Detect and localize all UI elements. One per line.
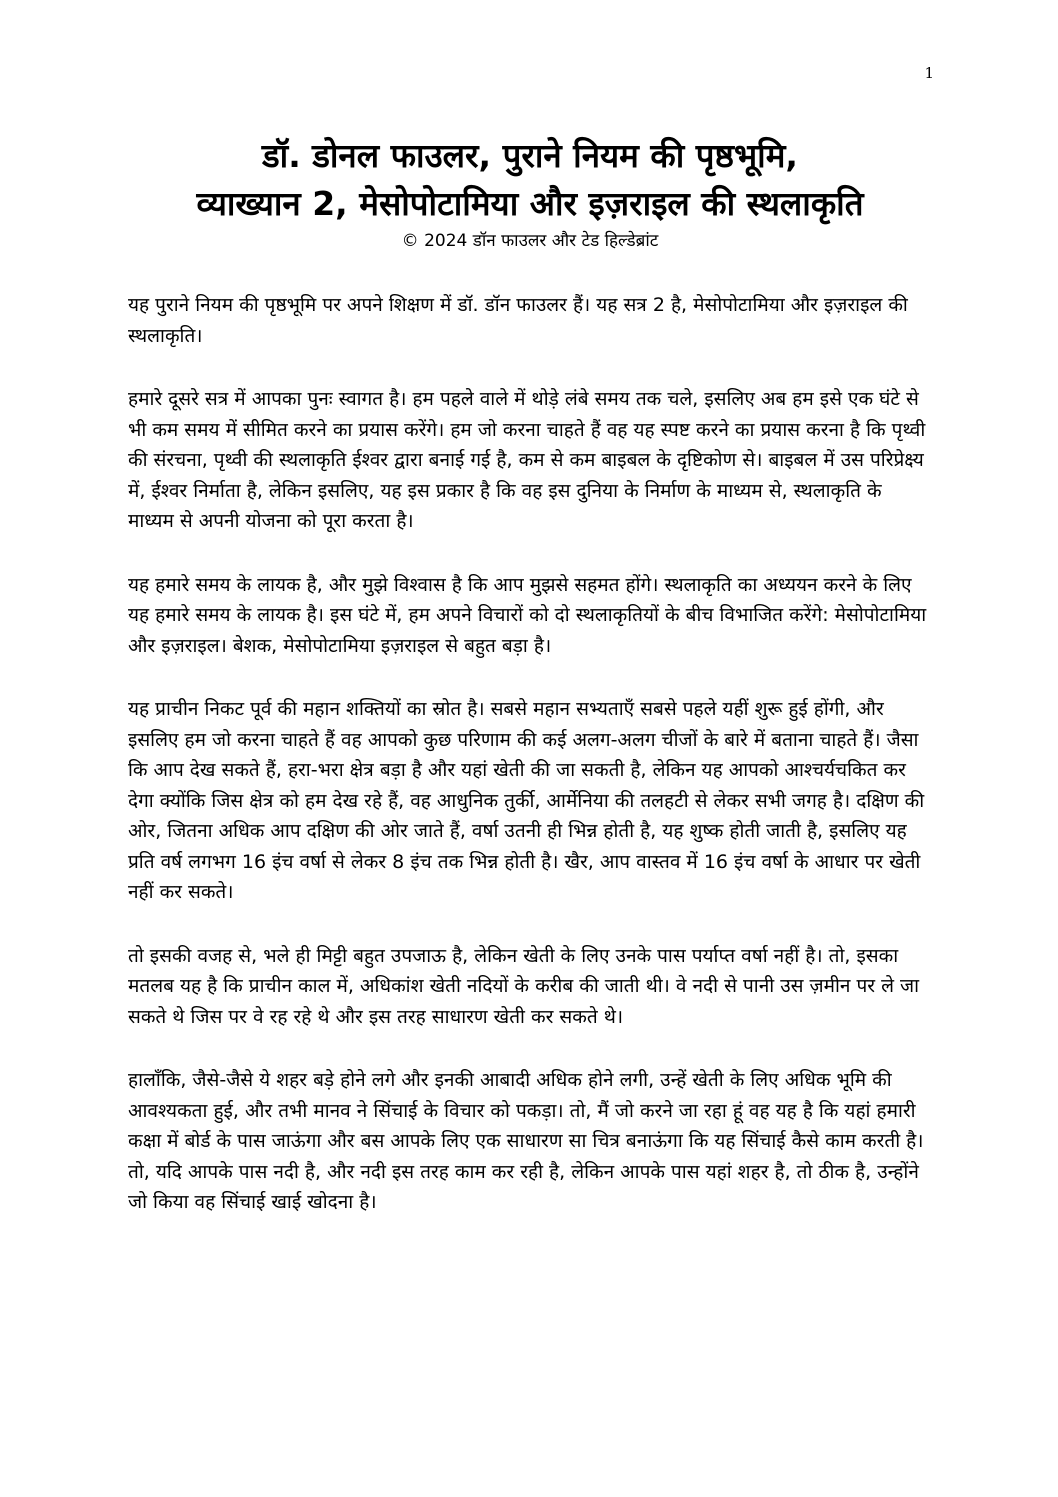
document-title [60,132,1000,228]
copyright-line: © 2024 डॉन फाउलर और टेड हिल्डेब्रांट [401,231,659,251]
transcript-body [128,290,928,1251]
paragraph-5: तो इसकी वजह से, भले ही मिट्टी बहुत उपजाऊ है, लेकिन खेती के लिए उनके पास पर्याप्त वर्षा नहीं है। तो, इसका मतलब यह है कि प्राचीन काल में, अधिकांश खेती नदियों के करीब की जाती थी। वे नदी से पानी उस ज़मीन पर ले जा सकते थे जिस पर वे रह रहे थे और इस तरह साधारण खेती कर सकते थे। [128,944,920,1028]
paragraph-6: हालाँकि, जैसे-जैसे ये शहर बड़े होने लगे और इनकी आबादी अधिक होने लगी, उन्हें खेती के लिए अधिक भूमि की आवश्यकता हुई, और तभी मानव ने सिंचाई के विचार को पकड़ा। तो, मैं जो करने जा रहा हूं वह यह है कि यहां हमारी कक्षा में बोर्ड के पास जाऊंगा और बस आपके लिए एक साधारण सा चित्र बनाऊंगा कि यह सिंचाई कैसे काम करती है। तो, यदि आपके पास नदी है, और नदी इस तरह काम कर रही है, लेकिन आपके पास यहां शहर है, तो ठीक है, उन्होंने जो किया वह सिंचाई खाई खोदना है। [128,1069,924,1213]
paragraph-4: यह प्राचीन निकट पूर्व की महान शक्तियों का स्रोत है। सबसे महान सभ्यताएँ सबसे पहले यहीं शुरू हुई होंगी, और इसलिए हम जो करना चाहते हैं वह आपको कुछ परिणाम की कई अलग-अलग चीजों के बारे में बताना चाहते हैं। जैसा कि आप देख सकते हैं, हरा-भरा क्षेत्र बड़ा है और यहां खेती की जा सकती है, लेकिन यह आपको आश्चर्यचकित कर देगा क्योंकि जिस क्षेत्र को हम देख रहे हैं, वह आधुनिक तुर्की, आर्मेनिया की तलहटी से लेकर सभी जगह है। दक्षिण की ओर, जितना अधिक आप दक्षिण की ओर जाते हैं, वर्षा उतनी ही भिन्न होती है, यह शुष्क होती जाती है, इसलिए यह प्रति वर्ष लगभग 16 इंच वर्षा से लेकर 8 इंच तक भिन्न होती है। खैर, आप वास्तव में 16 इंच वर्षा के आधार पर खेती नहीं कर सकते। [128,698,925,903]
paragraph-3: यह हमारे समय के लायक है, और मुझे विश्वास है कि आप मुझसे सहमत होंगे। स्थलाकृति का अध्ययन करने के लिए यह हमारे समय के लायक है। इस घंटे में, हम अपने विचारों को दो स्थलाकृतियों के बीच विभाजित करेंगे: मेसोपोटामिया और इज़राइल। बेशक, मेसोपोटामिया इज़राइल से बहुत बड़ा है। [128,573,927,657]
page-number: 1 [924,64,934,82]
title-line-2: व्याख्यान 2, मेसोपोटामिया और इज़राइल की स्थलाकृति [196,184,864,223]
paragraph-1: यह पुराने नियम की पृष्ठभूमि पर अपने शिक्षण में डॉ. डॉन फाउलर हैं। यह सत्र 2 है, मेसोपोटामिया और इज़राइल की स्थलाकृति। [128,294,908,347]
title-line-1: डॉ. डोनल फाउलर, पुराने नियम की पृष्ठभूमि, [262,136,798,175]
paragraph-2: हमारे दूसरे सत्र में आपका पुनः स्वागत है। हम पहले वाले में थोड़े लंबे समय तक चले, इसलिए अब हम इसे एक घंटे से भी कम समय में सीमित करने का प्रयास करेंगे। हम जो करना चाहते हैं वह यह स्पष्ट करने का प्रयास करना है कि पृथ्वी की संरचना, पृथ्वी की स्थलाकृति ईश्वर द्वारा बनाई गई है, कम से कम बाइबल के दृष्टिकोण से। बाइबल में उस परिप्रेक्ष्य में, ईश्वर निर्माता है, लेकिन इसलिए, यह इस प्रकार है कि वह इस दुनिया के निर्माण के माध्यम से, स्थलाकृति के माध्यम से अपनी योजना को पूरा करता है। [128,388,926,532]
